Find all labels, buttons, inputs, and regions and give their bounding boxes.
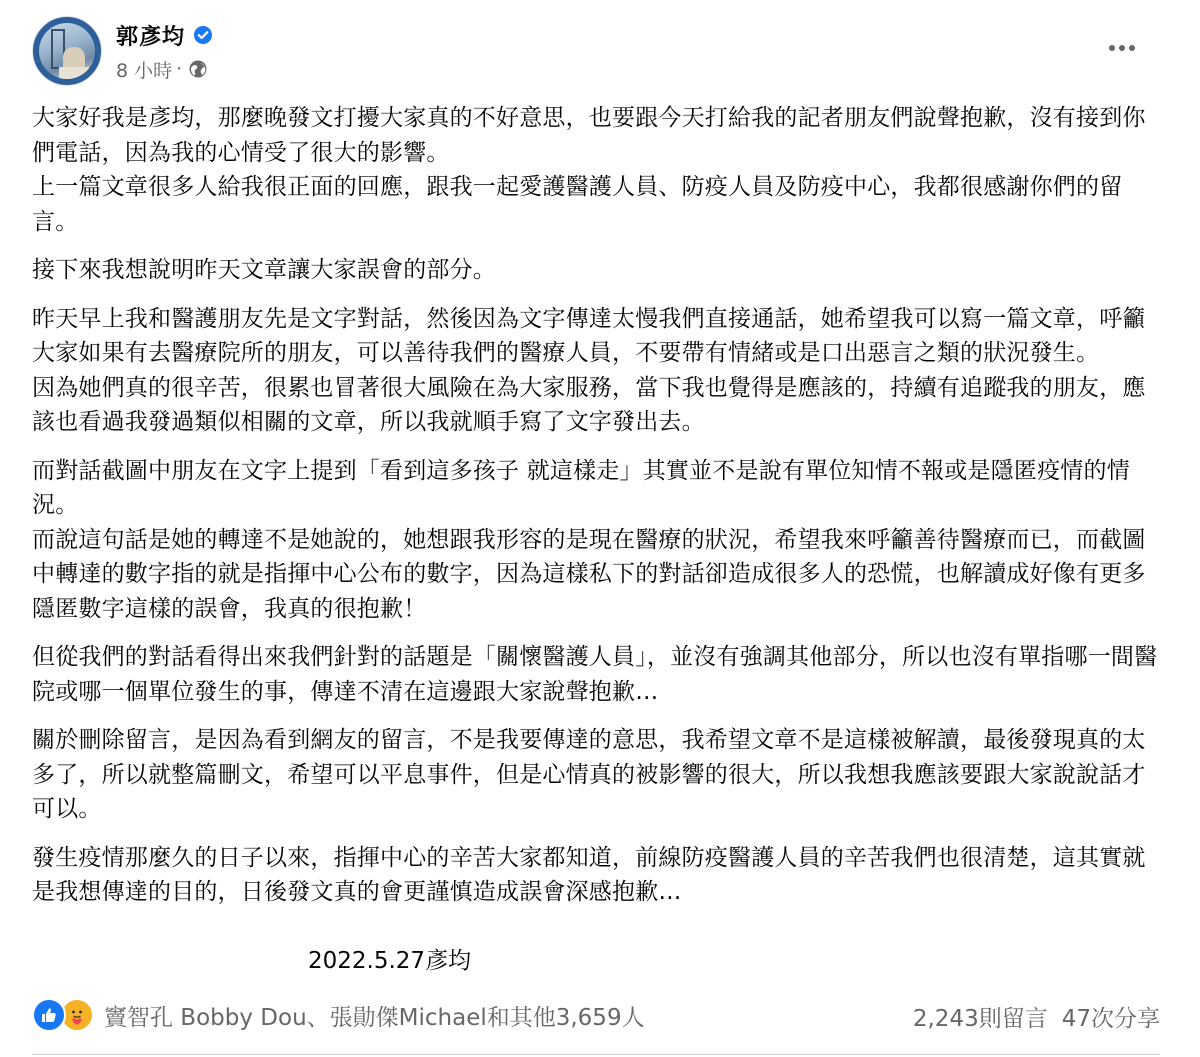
- avatar-photo: [39, 23, 95, 79]
- post-timestamp[interactable]: 8 小時: [116, 59, 173, 82]
- author-row: [116, 20, 213, 50]
- post-paragraph: 而對話截圖中朋友在文字上提到「看到這多孩子 就這樣走」其實並不是說有單位知情不報或是隱匿疫情的情況。 而說這句話是她的轉達不是她說的，她想跟我形容的是現在醫療的狀況，希望我來呼籲善待醫療而已，而截圖中轉達的數字指的就是指揮中心公布的數字，因為這樣私下的對話卻造成很多人的恐慌，也解讀成好像有更多隱匿數字這樣的誤會，我真的很抱歉！: [32, 457, 1146, 622]
- post-meta: [116, 56, 208, 82]
- meta-separator: ·: [176, 58, 183, 80]
- verified-badge-icon: [193, 25, 213, 45]
- reaction-names[interactable]: 竇智孔 Bobby Dou、張勛傑Michael和其他3,659人: [104, 1004, 645, 1031]
- author-avatar[interactable]: [32, 16, 102, 86]
- post-footer: [32, 996, 1160, 1036]
- post-signature: 2022.5.27彥均: [308, 948, 472, 974]
- more-options-icon: [1109, 45, 1115, 51]
- engagement-counts: [913, 1000, 1160, 1033]
- post-paragraph: 但從我們的對話看得出來我們針對的話題是「關懷醫護人員」，並沒有強調其他部分，所以也沒有單指哪一間醫院或哪一個單位發生的事，傳達不清在這邊跟大家說聲抱歉…: [32, 644, 1158, 705]
- author-name[interactable]: 郭彥均: [116, 24, 186, 50]
- post-header: [32, 16, 1168, 88]
- post-body: [32, 101, 1168, 910]
- post-paragraph: 大家好我是彥均，那麼晚發文打擾大家真的不好意思，也要跟今天打給我的記者朋友們說聲抱歉，沒有接到你們電話，因為我的心情受了很大的影響。 上一篇文章很多人給我很正面的回應，跟我一起愛護醫護人員、防疫人員及防疫中心，我都很感謝你們的留言。: [32, 105, 1146, 235]
- reactions-summary[interactable]: [32, 998, 645, 1032]
- like-reaction-icon: [32, 998, 66, 1032]
- thumbs-up-icon: [39, 1005, 59, 1025]
- post-paragraph: 接下來我想說明昨天文章讓大家誤會的部分。: [32, 257, 496, 283]
- globe-icon[interactable]: [188, 59, 208, 79]
- post-paragraph: 關於刪除留言，是因為看到網友的留言，不是我要傳達的意思，我希望文章不是這樣被解讀，最後發現真的太多了，所以就整篇刪文，希望可以平息事件，但是心情真的被影響的很大，所以我想我應該要跟大家說說話才可以。: [32, 727, 1146, 822]
- post-paragraph: 發生疫情那麼久的日子以來，指揮中心的辛苦大家都知道，前線防疫醫護人員的辛苦我們也很清楚，這其實就是我想傳達的目的，日後發文真的會更謹慎造成誤會深感抱歉…: [32, 844, 1146, 905]
- post-paragraph: 昨天早上我和醫護朋友先是文字對話，然後因為文字傳達太慢我們直接通話，她希望我可以寫一篇文章，呼籲大家如果有去醫療院所的朋友，可以善待我們的醫療人員，不要帶有情緒或是口出惡言之類的狀況發生。 因為她們真的很辛苦，很累也冒著很大風險在為大家服務，當下我也覺得是應該的，持續有追蹤我的朋友，應該也看過我發過類似相關的文章，所以我就順手寫了文字發出去。: [32, 305, 1146, 435]
- footer-divider: [32, 1054, 1160, 1055]
- comments-count[interactable]: 2,243則留言: [912, 1006, 1048, 1032]
- care-face-icon: [64, 1002, 90, 1028]
- more-options-button[interactable]: [1102, 34, 1142, 62]
- shares-count[interactable]: 47次分享: [1061, 1006, 1160, 1032]
